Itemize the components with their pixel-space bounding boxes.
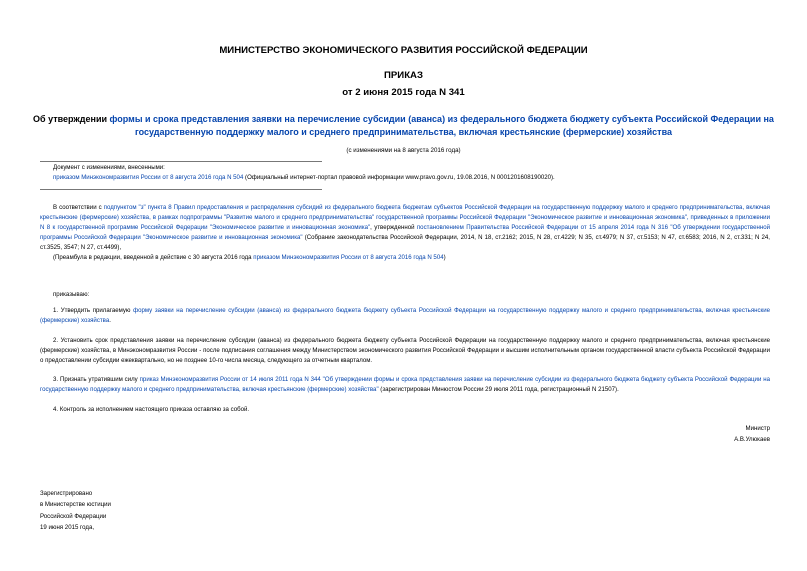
edition-note: (с изменениями на 8 августа 2016 года)	[346, 147, 461, 154]
amendments-label: Документ с изменениями, внесенными:	[53, 164, 165, 171]
divider-top	[40, 161, 322, 162]
registration-line-4: 19 июня 2015 года,	[40, 523, 95, 531]
preamble-text-2: , утвержденной	[370, 224, 417, 232]
item-3-end: (зарегистрирован Минюстом России 29 июля 2011 года, регистрационный N 21507).	[378, 386, 619, 394]
signature-position: Министр	[745, 425, 770, 432]
preamble-note-link[interactable]: приказом Минэкономразвития России от 8 августа 2016 года N 504	[253, 254, 444, 262]
repealed-order-link[interactable]: приказ Минэкономразвития России от 14 июля 2011 года N 344 "Об утверждении формы и срока представления заявки на перечисление субсидии из федерального бюджета бюджету субъекта Российской Федерации на государственную поддержку малого и среднего предпринимательства, включая крестьянские (фермерские) хозяйства"	[40, 376, 770, 394]
amendment-order-link[interactable]: приказом Минэкономразвития России от 8 августа 2016 года N 504	[53, 174, 244, 182]
item-4: 4. Контроль за исполнением настоящего приказа оставляю за собой.	[53, 406, 250, 413]
doc-type-heading: ПРИКАЗ	[384, 70, 423, 81]
ministry-heading: МИНИСТЕРСТВО ЭКОНОМИЧЕСКОГО РАЗВИТИЯ РОССИЙСКОЙ ФЕДЕРАЦИИ	[219, 45, 588, 56]
item-2	[40, 336, 770, 366]
signature-block	[734, 424, 770, 445]
item-1	[40, 306, 770, 326]
government-resolution-link[interactable]: постановлением Правительства Российской Федерации от 15 апреля 2014 года N 316 "Об утверждении государственной программы Российской Федерации "Экономическое развитие и инновационная экономика"	[40, 224, 770, 242]
item-3-text: 3. Признать утратившим силу	[53, 376, 140, 383]
registration-line-3: Российской Федерации	[40, 512, 107, 520]
doc-title	[30, 113, 777, 139]
amendment-source: (Официальный интернет-портал правовой информации www.pravo.gov.ru, 19.08.2016, N 0001201608190020).	[243, 174, 555, 182]
registration-line-2: в Министерстве юстиции	[40, 501, 111, 509]
rules-subparagraph-link[interactable]: подпунктом "з" пункта 8 Правил предоставления и распределения субсидий из федерального бюджета бюджетам субъектов Российской Федерации на государственную поддержку малого и среднего предпринимательства, включая крестьянские (фермерские) хозяйства, в рамках подпрограммы "Развитие малого и среднего предпринимательства" государственной программы Российской Федерации "Экономическое развитие и инновационная экономика", приведенных в приложении N 8 к государственной программе Российской Федерации "Экономическое развитие и инновационная экономика"	[40, 204, 770, 232]
preamble-note-text: (Преамбула в редакции, введенной в действие с 30 августа 2016 года	[53, 254, 254, 262]
preamble	[40, 203, 770, 264]
item-3	[40, 375, 770, 395]
divider-bottom	[40, 189, 322, 190]
title-prefix: Об утверждении	[33, 114, 110, 124]
doc-date-number: от 2 июня 2015 года N 341	[342, 87, 465, 98]
preamble-note-end: )	[443, 254, 446, 262]
item-1-text: 1. Утвердить прилагаемую	[53, 307, 134, 314]
registration-block	[40, 488, 111, 533]
order-word: приказываю:	[53, 291, 90, 298]
preamble-text-3: (Собрание законодательства Российской Федерации, 2014, N 18, ст.2162; 2015, N 28, ст.4229; N 35, ст.4979; N 37, ст.5153; N 47, ст.6583; 2016, N 2, ст.331; N 24, ст.3525, 3547; N 27, ст.4499),	[40, 234, 770, 252]
amendments-block	[53, 163, 773, 183]
signature-name: А.В.Улюкаев	[734, 435, 770, 443]
item-1-end: .	[109, 317, 111, 325]
item-2-text: 2. Установить срок представления заявки на перечисление субсидии (авансa) из федерального бюджета бюджету субъекта Российской Федерации на государственную поддержку малого и среднего предпринимательства, включая крестьянские (фермерские) хозяйства, в Минэкономразвития России - после подписания соглашения между Министерством экономического развития Российской Федерации и высшим исполнительным органом государственной власти субъекта Российской Федерации о предоставлении субсидии ежеквартально, но не позднее 10-го числа месяца, следующего за отчетным кварталом.	[40, 337, 770, 365]
title-form-link[interactable]: формы и срока представления заявки на перечисление субсидии (авансa) из федерального бюджета бюджету субъекта Российской Федерации на государственную поддержку малого и среднего предпринимательства, включая крестьянские (фермерские) хозяйства	[109, 114, 774, 137]
preamble-text-1: В соответствии с	[53, 204, 104, 211]
form-link[interactable]: форму заявки на перечисление субсидии (авансa) из федерального бюджета бюджету субъекта Российской Федерации на государственную поддержку малого и среднего предпринимательства, включая крестьянские (фермерские) хозяйства	[40, 307, 771, 325]
registration-line-1: Зарегистрировано	[40, 490, 93, 497]
